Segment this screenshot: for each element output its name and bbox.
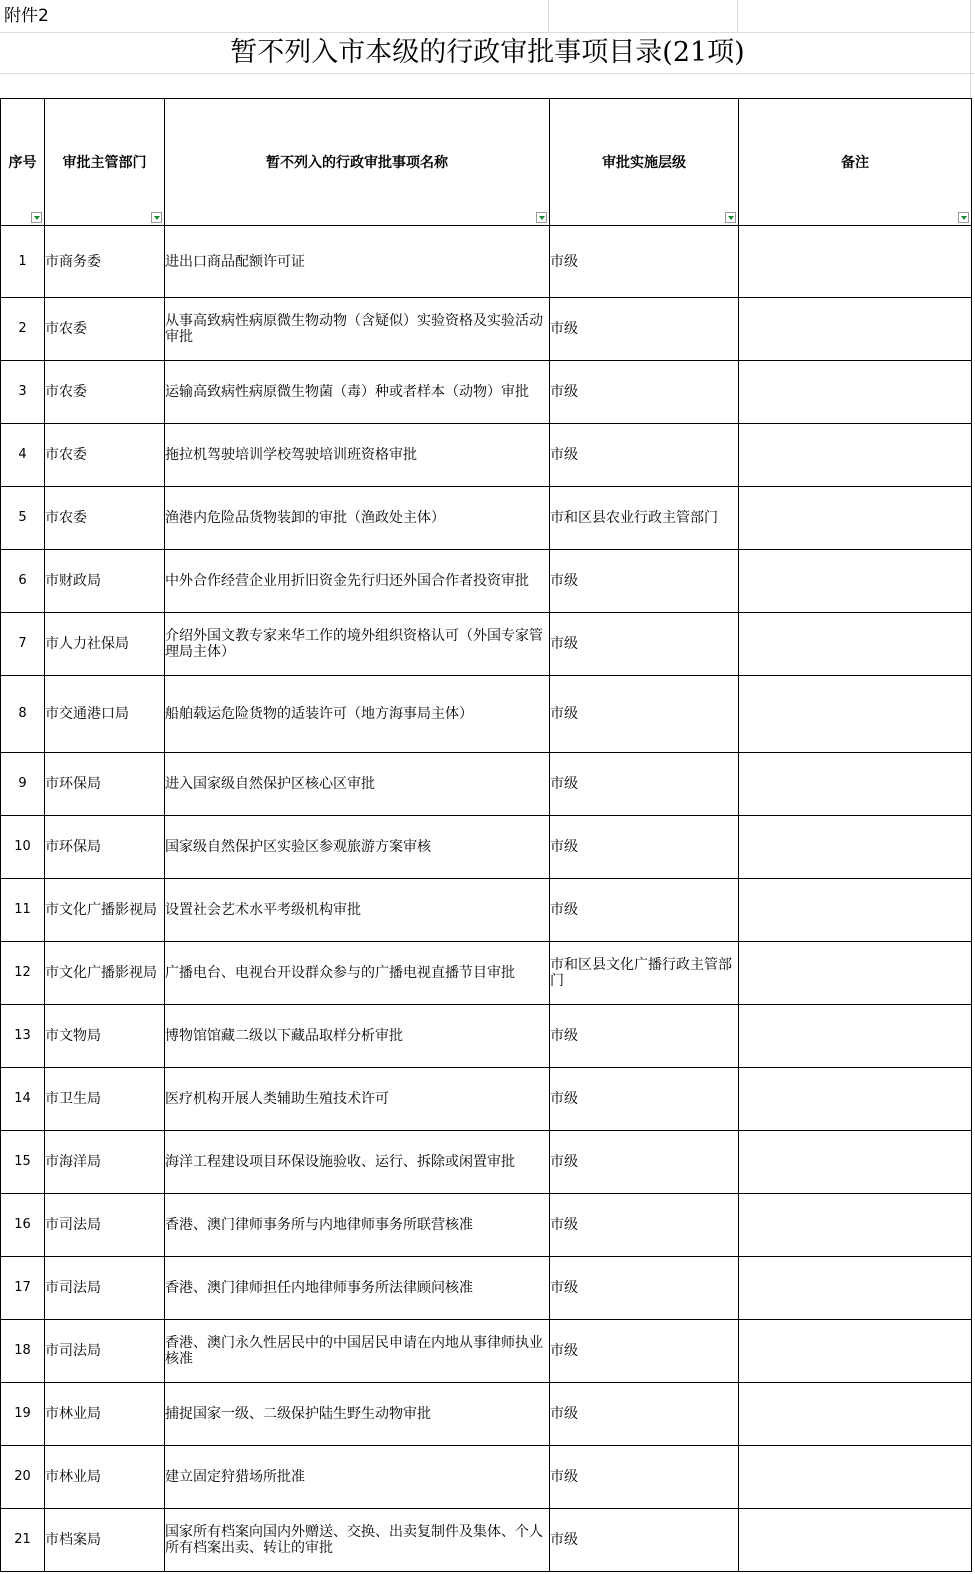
cell-seq[interactable]: 12 (1, 942, 45, 1005)
table-row (1, 226, 972, 298)
cell-seq[interactable]: 9 (1, 753, 45, 816)
attachment-label: 附件2 (4, 6, 49, 26)
cell-seq[interactable]: 11 (1, 879, 45, 942)
cell-remark[interactable] (739, 613, 972, 676)
cell-name[interactable]: 香港、澳门律师事务所与内地律师事务所联营核准 (165, 1194, 550, 1257)
cell-seq[interactable]: 18 (1, 1320, 45, 1383)
cell-name[interactable]: 香港、澳门永久性居民中的中国居民申请在内地从事律师执业核准 (165, 1320, 550, 1383)
cell-name[interactable]: 国家级自然保护区实验区参观旅游方案审核 (165, 816, 550, 879)
cell-level[interactable]: 市级 (550, 226, 739, 298)
filter-dropdown-icon[interactable] (31, 212, 42, 223)
cell-name[interactable]: 渔港内危险品货物装卸的审批（渔政处主体） (165, 487, 550, 550)
header-name (165, 99, 550, 226)
col-divider (548, 0, 549, 32)
cell-level[interactable]: 市级 (550, 613, 739, 676)
table-row (1, 424, 972, 487)
cell-name[interactable]: 拖拉机驾驶培训学校驾驶培训班资格审批 (165, 424, 550, 487)
header-seq (1, 99, 45, 226)
cell-remark[interactable] (739, 487, 972, 550)
cell-level[interactable]: 市级 (550, 879, 739, 942)
cell-name[interactable]: 广播电台、电视台开设群众参与的广播电视直播节目审批 (165, 942, 550, 1005)
cell-level[interactable]: 市级 (550, 1068, 739, 1131)
cell-seq[interactable]: 6 (1, 550, 45, 613)
cell-seq[interactable]: 7 (1, 613, 45, 676)
cell-name[interactable]: 国家所有档案向国内外赠送、交换、出卖复制件及集体、个人所有档案出卖、转让的审批 (165, 1509, 550, 1572)
cell-seq[interactable]: 15 (1, 1131, 45, 1194)
cell-dept[interactable]: 市文化广播影视局 (45, 879, 165, 942)
cell-remark[interactable] (739, 1194, 972, 1257)
cell-seq[interactable]: 3 (1, 361, 45, 424)
cell-dept[interactable]: 市司法局 (45, 1257, 165, 1320)
cell-dept[interactable]: 市交通港口局 (45, 676, 165, 753)
cell-dept[interactable]: 市商务委 (45, 226, 165, 298)
table-row (1, 942, 972, 1005)
cell-level[interactable]: 市级 (550, 361, 739, 424)
cell-seq[interactable]: 19 (1, 1383, 45, 1446)
table-row (1, 361, 972, 424)
cell-seq[interactable]: 17 (1, 1257, 45, 1320)
table-row (1, 298, 972, 361)
cell-level[interactable]: 市和区县文化广播行政主管部门 (550, 942, 739, 1005)
header-seq-label: 序号 (8, 155, 37, 171)
cell-name[interactable]: 从事高致病性病原微生物动物（含疑似）实验资格及实验活动审批 (165, 298, 550, 361)
table-row (1, 879, 972, 942)
cell-level[interactable]: 市级 (550, 1509, 739, 1572)
cell-dept[interactable]: 市卫生局 (45, 1068, 165, 1131)
row-divider (0, 73, 975, 74)
header-level (550, 99, 739, 226)
cell-seq[interactable]: 5 (1, 487, 45, 550)
cell-name[interactable]: 船舶载运危险货物的适装许可（地方海事局主体） (165, 676, 550, 753)
cell-level[interactable]: 市级 (550, 298, 739, 361)
cell-seq[interactable]: 8 (1, 676, 45, 753)
table-row (1, 1068, 972, 1131)
cell-name[interactable]: 医疗机构开展人类辅助生殖技术许可 (165, 1068, 550, 1131)
cell-level[interactable]: 市级 (550, 1383, 739, 1446)
cell-name[interactable]: 进入国家级自然保护区核心区审批 (165, 753, 550, 816)
cell-seq[interactable]: 2 (1, 298, 45, 361)
cell-dept[interactable]: 市农委 (45, 361, 165, 424)
cell-dept[interactable]: 市农委 (45, 424, 165, 487)
cell-name[interactable]: 建立固定狩猎场所批准 (165, 1446, 550, 1509)
cell-remark[interactable] (739, 424, 972, 487)
header-name-label: 暂不列入的行政审批事项名称 (266, 155, 448, 171)
cell-seq[interactable]: 20 (1, 1446, 45, 1509)
cell-remark[interactable] (739, 879, 972, 942)
cell-seq[interactable]: 4 (1, 424, 45, 487)
header-dept-label: 审批主管部门 (62, 155, 147, 171)
cell-seq[interactable]: 16 (1, 1194, 45, 1257)
approval-items-table (0, 98, 972, 1572)
cell-seq[interactable]: 21 (1, 1509, 45, 1572)
cell-remark[interactable] (739, 298, 972, 361)
table-row (1, 1383, 972, 1446)
cell-remark[interactable] (739, 1446, 972, 1509)
cell-seq[interactable]: 10 (1, 816, 45, 879)
cell-dept[interactable]: 市农委 (45, 298, 165, 361)
cell-seq[interactable]: 13 (1, 1005, 45, 1068)
cell-name[interactable]: 海洋工程建设项目环保设施验收、运行、拆除或闲置审批 (165, 1131, 550, 1194)
cell-remark[interactable] (739, 753, 972, 816)
cell-dept[interactable]: 市人力社保局 (45, 613, 165, 676)
cell-remark[interactable] (739, 1257, 972, 1320)
header-dept (45, 99, 165, 226)
cell-name[interactable]: 设置社会艺术水平考级机构审批 (165, 879, 550, 942)
table-row (1, 613, 972, 676)
cell-name[interactable]: 进出口商品配额许可证 (165, 226, 550, 298)
cell-dept[interactable]: 市海洋局 (45, 1131, 165, 1194)
cell-seq[interactable]: 1 (1, 226, 45, 298)
cell-dept[interactable]: 市司法局 (45, 1320, 165, 1383)
cell-name[interactable]: 中外合作经营企业用折旧资金先行归还外国合作者投资审批 (165, 550, 550, 613)
cell-remark[interactable] (739, 1131, 972, 1194)
table-row (1, 1446, 972, 1509)
cell-name[interactable]: 运输高致病性病原微生物菌（毒）种或者样本（动物）审批 (165, 361, 550, 424)
table-row (1, 1194, 972, 1257)
table-row (1, 1257, 972, 1320)
cell-name[interactable]: 博物馆馆藏二级以下藏品取样分析审批 (165, 1005, 550, 1068)
cell-remark[interactable] (739, 1383, 972, 1446)
cell-level[interactable]: 市级 (550, 424, 739, 487)
cell-dept[interactable]: 市财政局 (45, 550, 165, 613)
cell-remark[interactable] (739, 676, 972, 753)
cell-remark[interactable] (739, 942, 972, 1005)
table-row (1, 1320, 972, 1383)
cell-remark[interactable] (739, 1005, 972, 1068)
cell-remark[interactable] (739, 816, 972, 879)
filter-dropdown-icon[interactable] (536, 212, 547, 223)
cell-name[interactable]: 捕捉国家一级、二级保护陆生野生动物审批 (165, 1383, 550, 1446)
cell-name[interactable]: 香港、澳门律师担任内地律师事务所法律顾问核准 (165, 1257, 550, 1320)
col-divider (737, 0, 738, 32)
cell-remark[interactable] (739, 361, 972, 424)
cell-level[interactable]: 市级 (550, 1320, 739, 1383)
filter-dropdown-icon[interactable] (958, 212, 969, 223)
cell-level[interactable]: 市级 (550, 816, 739, 879)
cell-level[interactable]: 市级 (550, 1194, 739, 1257)
cell-level[interactable]: 市级 (550, 1446, 739, 1509)
cell-dept[interactable]: 市档案局 (45, 1509, 165, 1572)
cell-dept[interactable]: 市林业局 (45, 1383, 165, 1446)
cell-dept[interactable]: 市环保局 (45, 753, 165, 816)
table-row (1, 1131, 972, 1194)
cell-dept[interactable]: 市文物局 (45, 1005, 165, 1068)
cell-level[interactable]: 市级 (550, 676, 739, 753)
cell-remark[interactable] (739, 1068, 972, 1131)
header-remark (739, 99, 972, 226)
cell-remark[interactable] (739, 226, 972, 298)
cell-dept[interactable]: 市司法局 (45, 1194, 165, 1257)
cell-dept[interactable]: 市文化广播影视局 (45, 942, 165, 1005)
cell-dept[interactable]: 市林业局 (45, 1446, 165, 1509)
cell-remark[interactable] (739, 1509, 972, 1572)
filter-dropdown-icon[interactable] (725, 212, 736, 223)
table-row (1, 550, 972, 613)
page-title: 暂不列入市本级的行政审批事项目录(21项) (230, 37, 745, 68)
header-row (1, 99, 972, 226)
cell-dept[interactable]: 市环保局 (45, 816, 165, 879)
cell-level[interactable]: 市和区县农业行政主管部门 (550, 487, 739, 550)
cell-level[interactable]: 市级 (550, 550, 739, 613)
cell-name[interactable]: 介绍外国文教专家来华工作的境外组织资格认可（外国专家管理局主体） (165, 613, 550, 676)
table-row (1, 1509, 972, 1572)
table-row (1, 487, 972, 550)
filter-dropdown-icon[interactable] (151, 212, 162, 223)
cell-remark[interactable] (739, 550, 972, 613)
cell-dept[interactable]: 市农委 (45, 487, 165, 550)
header-remark-label: 备注 (841, 155, 869, 171)
table-row (1, 816, 972, 879)
header-level-label: 审批实施层级 (602, 155, 686, 171)
cell-level[interactable]: 市级 (550, 1131, 739, 1194)
cell-remark[interactable] (739, 1320, 972, 1383)
cell-level[interactable]: 市级 (550, 1257, 739, 1320)
cell-level[interactable]: 市级 (550, 753, 739, 816)
table-row (1, 1005, 972, 1068)
cell-seq[interactable]: 14 (1, 1068, 45, 1131)
table-row (1, 676, 972, 753)
cell-level[interactable]: 市级 (550, 1005, 739, 1068)
table-row (1, 753, 972, 816)
